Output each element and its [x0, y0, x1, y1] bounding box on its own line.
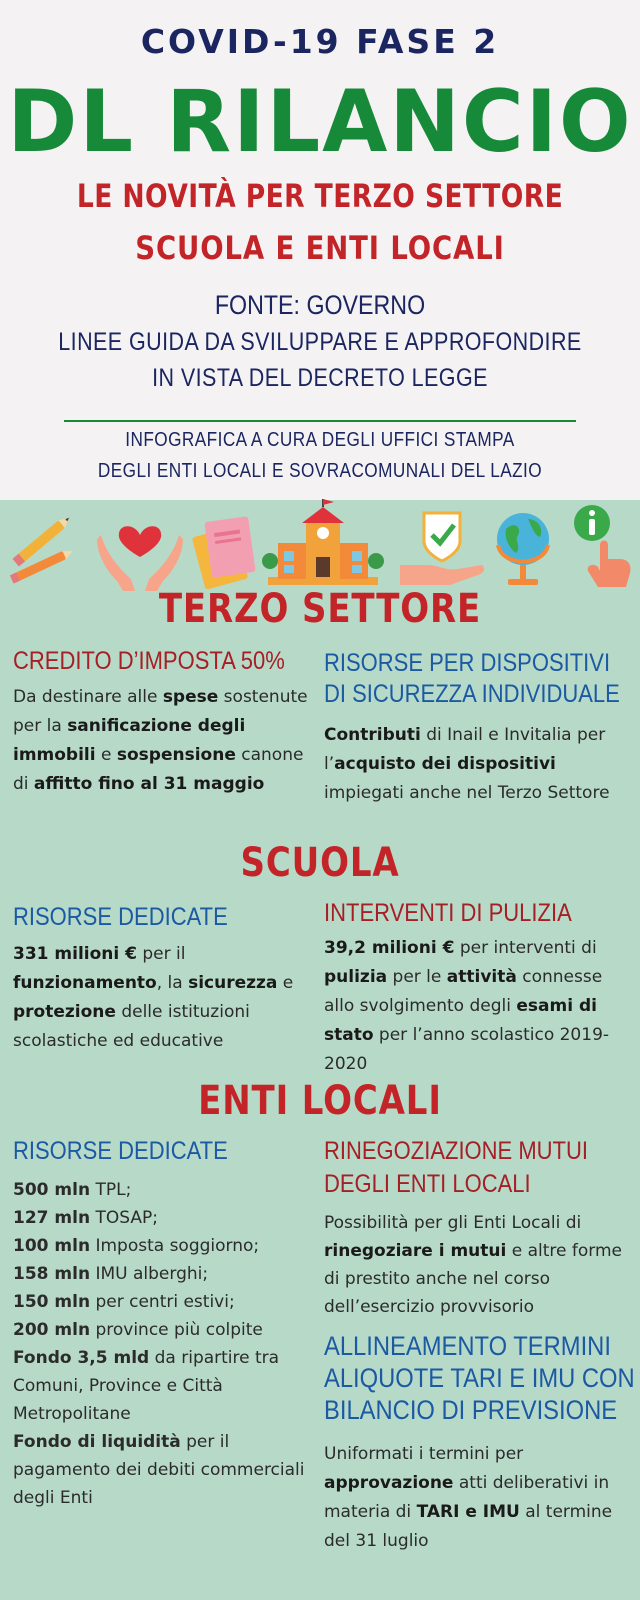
- subtitle-line2: SCUOLA E ENTI LOCALI: [135, 229, 505, 267]
- section-title-enti-locali: ENTI LOCALI: [198, 1078, 442, 1124]
- mutui-paragraph: Possibilità per gli Enti Locali di rinegoziare i mutui e altre forme di prestito anche nel corso dell’esercizio provvisorio: [324, 1213, 622, 1317]
- globe-icon: [492, 505, 554, 591]
- enti-allineamento-block: [324, 1330, 635, 1556]
- scuola-cleaning-block: [324, 898, 626, 1079]
- enti-mutui-block: [324, 1136, 626, 1321]
- pencils-icon: [8, 513, 84, 585]
- scuola-resources-block: [13, 902, 313, 1056]
- allineamento-heading-line3: BILANCIO DI PREVISIONE: [324, 1395, 618, 1425]
- allineamento-heading-line1: ALLINEAMENTO TERMINI: [324, 1331, 611, 1361]
- credit-line1: INFOGRAFICA A CURA DEGLI UFFICI STAMPA: [125, 429, 515, 451]
- devices-paragraph: Contributi di Inail e Invitalia per l’acquisto dei dispositivi impiegati anche nel Terzo Settore: [324, 725, 610, 803]
- list-item: 200 mln province più colpite: [13, 1320, 263, 1340]
- list-item: Fondo 3,5 mld da ripartire tra Comuni, Province e Città Metropolitane: [13, 1348, 280, 1424]
- section-title-terzo-settore: TERZO SETTORE: [158, 586, 482, 632]
- list-item: 150 mln per centri estivi;: [13, 1292, 235, 1312]
- enti-resources-list: [13, 1176, 319, 1512]
- scuola-resources-paragraph: 331 milioni € per il funzionamento, la sicurezza e protezione delle istituzioni scolastiche ed educative: [13, 944, 294, 1051]
- header-panel: [0, 0, 640, 500]
- credit-paragraph: Da destinare alle spese sostenute per la sanificazione degli immobili e sospensione canone di affitto fino al 31 maggio: [13, 687, 308, 794]
- scuola-resources-heading: RISORSE DEDICATE: [13, 903, 228, 931]
- page-title: DL RILANCIO: [7, 72, 633, 172]
- credit-line2: DEGLI ENTI LOCALI E SOVRACOMUNALI DEL LAZIO: [97, 460, 543, 482]
- check-hand-icon: [398, 507, 488, 591]
- devices-heading-line2: DI SICUREZZA INDIVIDUALE: [324, 680, 620, 708]
- note-line1: LINEE GUIDA DA SVILUPPARE E APPROFONDIRE: [58, 328, 582, 356]
- school-building-icon: [262, 499, 384, 591]
- section-title-scuola: SCUOLA: [240, 840, 400, 886]
- terzo-settore-credit-block: [13, 646, 311, 799]
- list-item: 127 mln TOSAP;: [13, 1208, 158, 1228]
- info-touch-icon: [570, 501, 636, 591]
- list-item: 158 mln IMU alberghi;: [13, 1264, 209, 1284]
- credit-heading: CREDITO D’IMPOSTA 50%: [13, 647, 285, 675]
- mutui-heading-line1: RINEGOZIAZIONE MUTUI: [324, 1137, 588, 1165]
- notebooks-icon: [190, 509, 262, 591]
- mutui-heading-line2: DEGLI ENTI LOCALI: [324, 1170, 531, 1198]
- enti-resources-heading: RISORSE DEDICATE: [13, 1137, 228, 1165]
- source-label: FONTE: GOVERNO: [214, 290, 426, 320]
- scuola-cleaning-paragraph: 39,2 milioni € per interventi di pulizia per le attività connesse allo svolgimento degli esami di stato per l’anno scolastico 2019-2020: [324, 938, 610, 1074]
- devices-heading-line1: RISORSE PER DISPOSITIVI: [324, 649, 611, 677]
- allineamento-heading-line2: ALIQUOTE TARI E IMU CON: [324, 1363, 635, 1393]
- list-item: 500 mln TPL;: [13, 1180, 132, 1200]
- heart-hands-icon: [95, 505, 185, 593]
- subtitle-line1: LE NOVITÀ PER TERZO SETTORE: [76, 177, 564, 215]
- enti-resources-block: [13, 1136, 319, 1512]
- list-item: Fondo di liquidità per il pagamento dei debiti commerciali degli Enti: [13, 1432, 305, 1508]
- note-line2: IN VISTA DEL DECRETO LEGGE: [152, 364, 488, 392]
- terzo-settore-devices-block: [324, 648, 626, 808]
- scuola-cleaning-heading: INTERVENTI DI PULIZIA: [324, 899, 572, 927]
- header-kicker: COVID-19 FASE 2: [140, 22, 500, 61]
- icon-row: [0, 505, 640, 595]
- allineamento-paragraph: Uniformati i termini per approvazione atti deliberativi in materia di TARI e IMU al termine del 31 luglio: [324, 1444, 613, 1551]
- list-item: 100 mln Imposta soggiorno;: [13, 1236, 260, 1256]
- header-divider: [64, 420, 576, 422]
